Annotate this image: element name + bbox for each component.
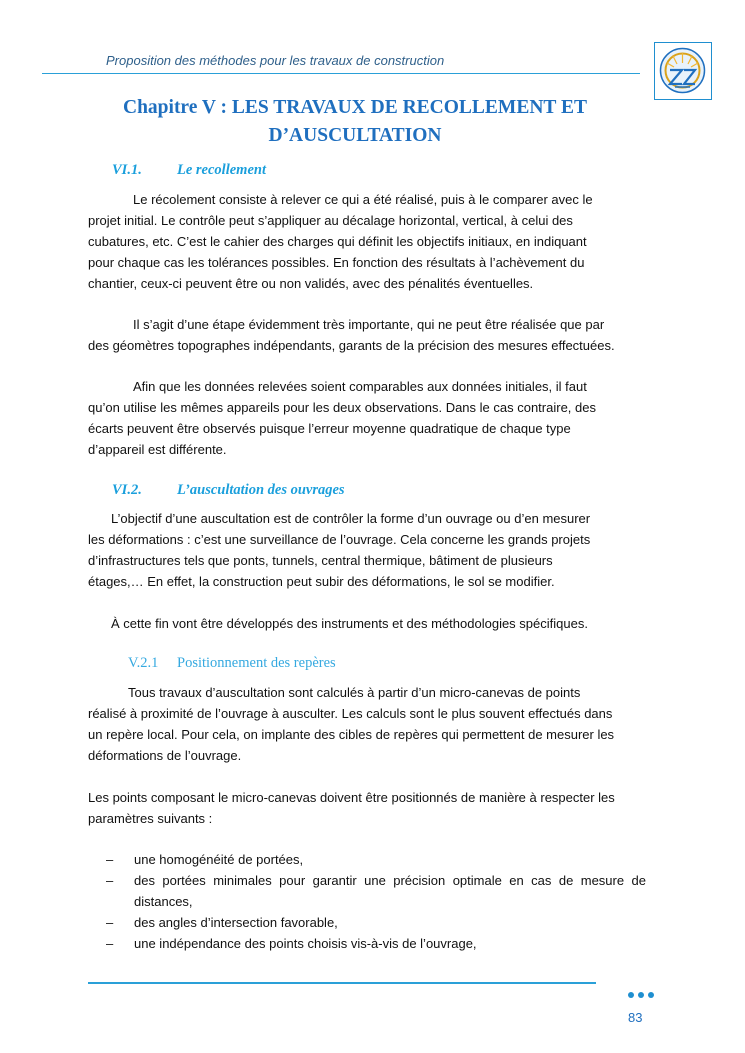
paragraph-objectif-auscultation — [88, 508, 645, 592]
paragraph-recolement-definition — [88, 189, 645, 294]
section-number: VI.1. — [112, 162, 142, 178]
parameter-list — [106, 849, 646, 954]
list-item: – des portées minimales pour garantir une précision optimale en cas de mesure de distances, — [106, 870, 646, 912]
dot — [628, 992, 634, 998]
university-logo — [654, 42, 712, 100]
text-line: les déformations : c’est une surveillance de l’ouvrage. Cela concerne les grands projets — [88, 532, 591, 547]
paragraph-donnees-comparables — [88, 376, 645, 460]
header-rule — [42, 73, 640, 74]
paragraph-instruments — [88, 613, 645, 634]
dash-icon: – — [106, 915, 114, 930]
section-heading-auscultation — [112, 482, 512, 502]
dash-icon: – — [106, 852, 114, 867]
logo-emblem-icon — [655, 43, 710, 98]
text-line: déformations de l’ouvrage. — [88, 748, 242, 763]
section-title: Le recollement — [177, 162, 266, 178]
text-line: pour chaque cas les tolérances possibles. En fonction des résultats à l’achèvement du — [88, 255, 585, 270]
text-line: À cette fin vont être développés des instruments et des méthodologies spécifiques. — [111, 616, 588, 631]
text-line: écarts peuvent être observés puisque l’erreur moyenne quadratique de chaque type — [88, 421, 571, 436]
text-line: Afin que les données relevées soient comparables aux données initiales, il faut — [133, 379, 587, 394]
page-number: 83 — [628, 1010, 643, 1025]
paragraph-points-composant — [88, 787, 645, 829]
text-line: étages,… En effet, la construction peut subir des déformations, le sol se modifier. — [88, 574, 555, 589]
text-line: qu’on utilise les mêmes appareils pour les deux observations. Dans le cas contraire, des — [88, 400, 596, 415]
subsection-title: Positionnement des repères — [177, 655, 336, 671]
subsection-number: V.2.1 — [128, 655, 159, 671]
text-line: Le récolement consiste à relever ce qui a été réalisé, puis à le comparer avec le — [133, 192, 593, 207]
text-line: réalisé à proximité de l’ouvrage à ausculter. Les calculs sont le plus souvent effectués dans — [88, 706, 613, 721]
section-heading-recollement — [112, 162, 512, 182]
section-number: VI.2. — [112, 482, 142, 498]
text-line: Il s’agit d’une étape évidemment très importante, qui ne peut être réalisée que par — [133, 317, 605, 332]
subsection-heading-reperes — [128, 655, 528, 675]
text-line: paramètres suivants : — [88, 811, 213, 826]
list-item: – des angles d’intersection favorable, — [106, 912, 646, 933]
text-line: Tous travaux d’auscultation sont calculés à partir d’un micro-canevas de points — [128, 685, 581, 700]
dash-icon: – — [106, 873, 114, 888]
dot — [648, 992, 654, 998]
footer-rule — [88, 982, 596, 984]
dash-icon: – — [106, 936, 114, 951]
chapter-title-line-2: D’AUSCULTATION — [268, 125, 442, 146]
text-line: chantier, ceux-ci peuvent être ou non validés, avec des pénalités éventuelles. — [88, 276, 534, 291]
text-line: L’objectif d’une auscultation est de contrôler la forme d’un ouvrage ou d’en mesurer — [111, 511, 591, 526]
list-item: – une homogénéité de portées, — [106, 849, 646, 870]
text-line: cubatures, etc. C’est le cahier des charges qui définit les objectifs initiaux, en indiquant — [88, 234, 587, 249]
section-title: L’auscultation des ouvrages — [177, 482, 345, 498]
running-header: Proposition des méthodes pour les travaux de construction — [106, 53, 445, 68]
paragraph-micro-canevas — [88, 682, 645, 766]
text-line: d’infrastructures tels que ponts, tunnels, central thermique, bâtiment de plusieurs — [88, 553, 553, 568]
text-line: projet initial. Le contrôle peut s’appliquer au décalage horizontal, vertical, à celui des — [88, 213, 573, 228]
text-line: un repère local. Pour cela, on implante des cibles de repères qui permettent de mesurer les — [88, 727, 615, 742]
chapter-title — [110, 94, 600, 150]
paragraph-etape-importante — [88, 314, 645, 356]
chapter-title-line-1: Chapitre V : LES TRAVAUX DE RECOLLEMENT ET — [123, 97, 587, 118]
text-line: Les points composant le micro-canevas doivent être positionnés de manière à respecter les — [88, 790, 615, 805]
list-item: – une indépendance des points choisis vis-à-vis de l’ouvrage, — [106, 933, 646, 954]
text-line: d’appareil est différente. — [88, 442, 227, 457]
dot — [638, 992, 644, 998]
text-line: des géomètres topographes indépendants, garants de la précision des mesures effectuées. — [88, 338, 615, 353]
